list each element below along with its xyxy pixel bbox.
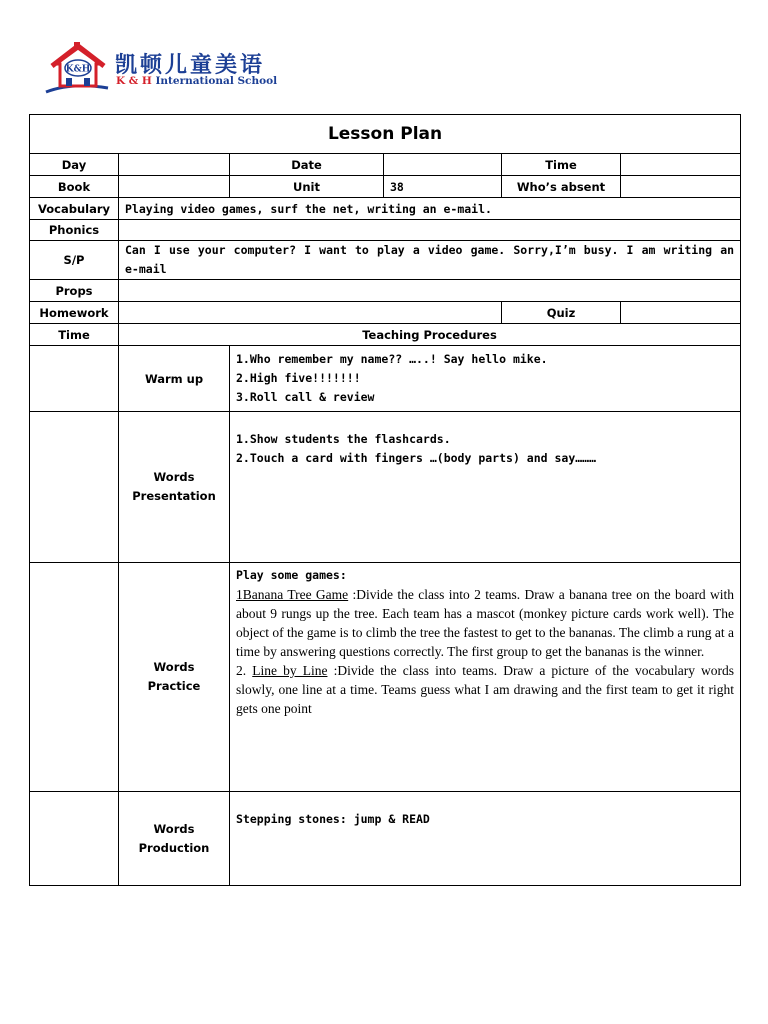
words-presentation-stage-1: Words bbox=[153, 470, 195, 484]
phonics-row bbox=[30, 220, 741, 241]
banana-tree-game-paragraph bbox=[236, 585, 734, 661]
words-presentation-stage bbox=[119, 412, 230, 563]
words-presentation-content bbox=[230, 412, 741, 563]
date-value bbox=[384, 154, 502, 176]
teaching-procedures-header: Teaching Procedures bbox=[119, 324, 741, 346]
words-practice-content bbox=[230, 563, 741, 792]
line-by-line-text: :Divide the class into teams. Draw a picture of the vocabulary words slowly, one line at a time. Teams guess what I am drawing and the first team to get it right gets one point bbox=[236, 663, 735, 716]
words-production-stage-1: Words bbox=[153, 821, 195, 836]
words-practice-stage-2: Practice bbox=[147, 679, 201, 693]
book-value bbox=[119, 176, 230, 198]
time-column-header: Time bbox=[30, 324, 119, 346]
words-production-stage-2: Production bbox=[138, 840, 210, 855]
schoolhouse-logo-icon bbox=[42, 42, 112, 98]
phonics-value bbox=[119, 220, 741, 241]
warm-up-line-2: 2.High five!!!!!!! bbox=[236, 371, 361, 385]
book-label: Book bbox=[30, 176, 119, 198]
vocabulary-label: Vocabulary bbox=[30, 198, 119, 220]
procedures-header-row bbox=[30, 324, 741, 346]
homework-label: Homework bbox=[30, 302, 119, 324]
time-value bbox=[621, 154, 741, 176]
words-production-row bbox=[30, 792, 741, 886]
sp-label: S/P bbox=[30, 241, 119, 280]
warm-up-row bbox=[30, 346, 741, 412]
play-some-games-heading: Play some games: bbox=[236, 568, 347, 582]
day-row bbox=[30, 154, 741, 176]
logo-badge: K&H bbox=[65, 64, 91, 75]
words-practice-time bbox=[30, 563, 119, 792]
unit-label: Unit bbox=[230, 176, 384, 198]
warm-up-line-1: 1.Who remember my name?? …..! Say hello mike. bbox=[236, 352, 548, 366]
page-title: Lesson Plan bbox=[30, 115, 741, 154]
quiz-value bbox=[621, 302, 741, 324]
whos-absent-label: Who’s absent bbox=[502, 176, 621, 198]
words-production-content: Stepping stones: jump & READ bbox=[230, 792, 741, 886]
vocabulary-value: Playing video games, surf the net, writing an e-mail. bbox=[119, 198, 741, 220]
warm-up-stage: Warm up bbox=[119, 346, 230, 412]
words-presentation-stage-2: Presentation bbox=[132, 489, 216, 503]
time-label: Time bbox=[502, 154, 621, 176]
props-row bbox=[30, 280, 741, 302]
day-label: Day bbox=[30, 154, 119, 176]
logo-kh: K & H bbox=[116, 75, 152, 87]
homework-row bbox=[30, 302, 741, 324]
logo-international-school: International School bbox=[151, 75, 278, 87]
vocabulary-row bbox=[30, 198, 741, 220]
words-presentation-time bbox=[30, 412, 119, 563]
props-value bbox=[119, 280, 741, 302]
phonics-label: Phonics bbox=[30, 220, 119, 241]
banana-tree-game-text: :Divide the class into 2 teams. Draw a banana tree on the board with about 9 rungs up the tree. Each team has a mascot (monkey picture cards work well). The object of the game is to climb the tree the fastest to get to the bananas. The climb a rung at a time by answering questions correctly. The first group to get the bananas is the winner. bbox=[236, 587, 735, 659]
sp-value: Can I use your computer? I want to play a video game. Sorry,I’m busy. I am writing an e-mail bbox=[119, 241, 741, 280]
props-label: Props bbox=[30, 280, 119, 302]
school-logo bbox=[42, 42, 304, 98]
words-practice-row bbox=[30, 563, 741, 792]
warm-up-content bbox=[230, 346, 741, 412]
day-value bbox=[119, 154, 230, 176]
whos-absent-value bbox=[621, 176, 741, 198]
homework-value bbox=[119, 302, 502, 324]
title-row bbox=[30, 115, 741, 154]
words-production-time bbox=[30, 792, 119, 886]
words-presentation-line-2: 2.Touch a card with fingers …(body parts) and say……… bbox=[236, 451, 597, 465]
words-presentation-row bbox=[30, 412, 741, 563]
sp-row bbox=[30, 241, 741, 280]
unit-value: 38 bbox=[384, 176, 502, 198]
logo-chinese-name: 凯顿儿童美语 bbox=[115, 53, 266, 78]
quiz-label: Quiz bbox=[502, 302, 621, 324]
line-by-line-title: Line by Line bbox=[252, 663, 328, 678]
words-practice-stage bbox=[119, 563, 230, 792]
words-production-stage bbox=[119, 792, 230, 886]
book-row bbox=[30, 176, 741, 198]
line-by-line-prefix: 2. bbox=[236, 663, 253, 678]
line-by-line-paragraph bbox=[236, 661, 734, 718]
words-practice-stage-1: Words bbox=[153, 660, 195, 674]
banana-tree-game-title: 1Banana Tree Game bbox=[236, 587, 349, 602]
words-presentation-line-1: 1.Show students the flashcards. bbox=[236, 432, 451, 446]
logo-english-name bbox=[116, 75, 277, 87]
warm-up-time bbox=[30, 346, 119, 412]
date-label: Date bbox=[230, 154, 384, 176]
warm-up-line-3: 3.Roll call & review bbox=[236, 390, 375, 404]
lesson-plan-table bbox=[29, 114, 741, 886]
